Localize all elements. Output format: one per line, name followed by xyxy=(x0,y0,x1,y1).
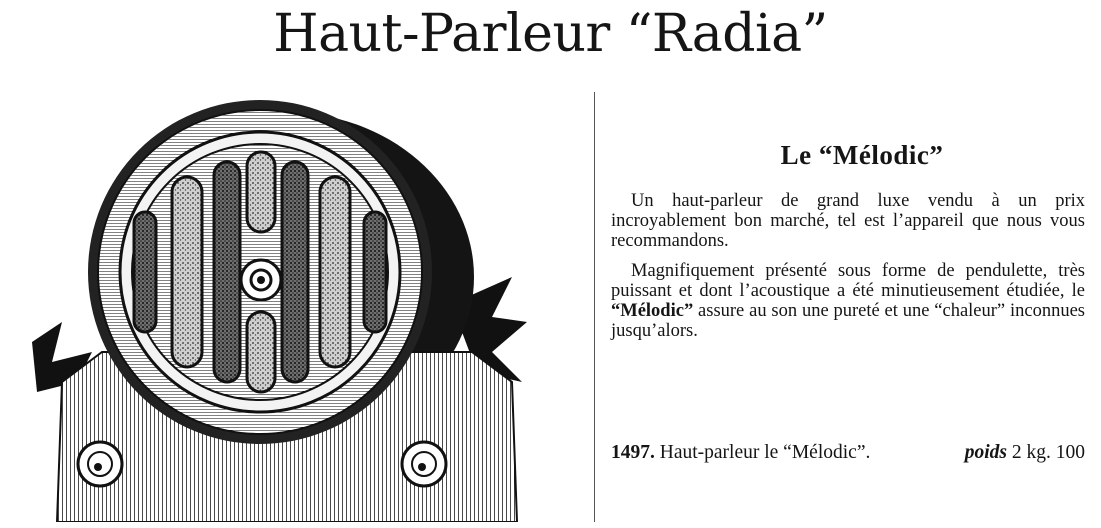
product-description xyxy=(611,140,1085,351)
right-foot-knob-icon xyxy=(402,442,446,486)
product-heading: Le “Mélodic” xyxy=(780,140,944,170)
weight-value: 2 kg. 100 xyxy=(1011,442,1085,463)
column-divider xyxy=(594,92,595,522)
description-paragraph-1: Un haut-parleur de grand luxe vendu à un prix incroyablement bon marché, tel est l’appareil que nous vous recommandons. xyxy=(611,191,1085,251)
catalog-description: Haut-parleur le “Mélodic”. xyxy=(659,442,871,463)
loudspeaker-drawing xyxy=(22,82,542,522)
loudspeaker-illustration xyxy=(22,82,542,526)
left-foot-knob-icon xyxy=(78,442,122,486)
catalog-number: 1497. xyxy=(611,442,655,463)
page-title: Haut-Parleur “Radia” xyxy=(273,4,828,64)
center-knob-icon xyxy=(241,260,281,300)
weight-label: poids xyxy=(964,442,1007,463)
catalog-entry xyxy=(611,442,1085,464)
description-paragraph-2: Magnifiquement présenté sous forme de pendulette, très puissant et dont l’acoustique a été minutieusement étudiée, le “Mélodic” assure au son une pureté et une “chaleur” inconnues jusqu’alors. xyxy=(611,261,1085,341)
